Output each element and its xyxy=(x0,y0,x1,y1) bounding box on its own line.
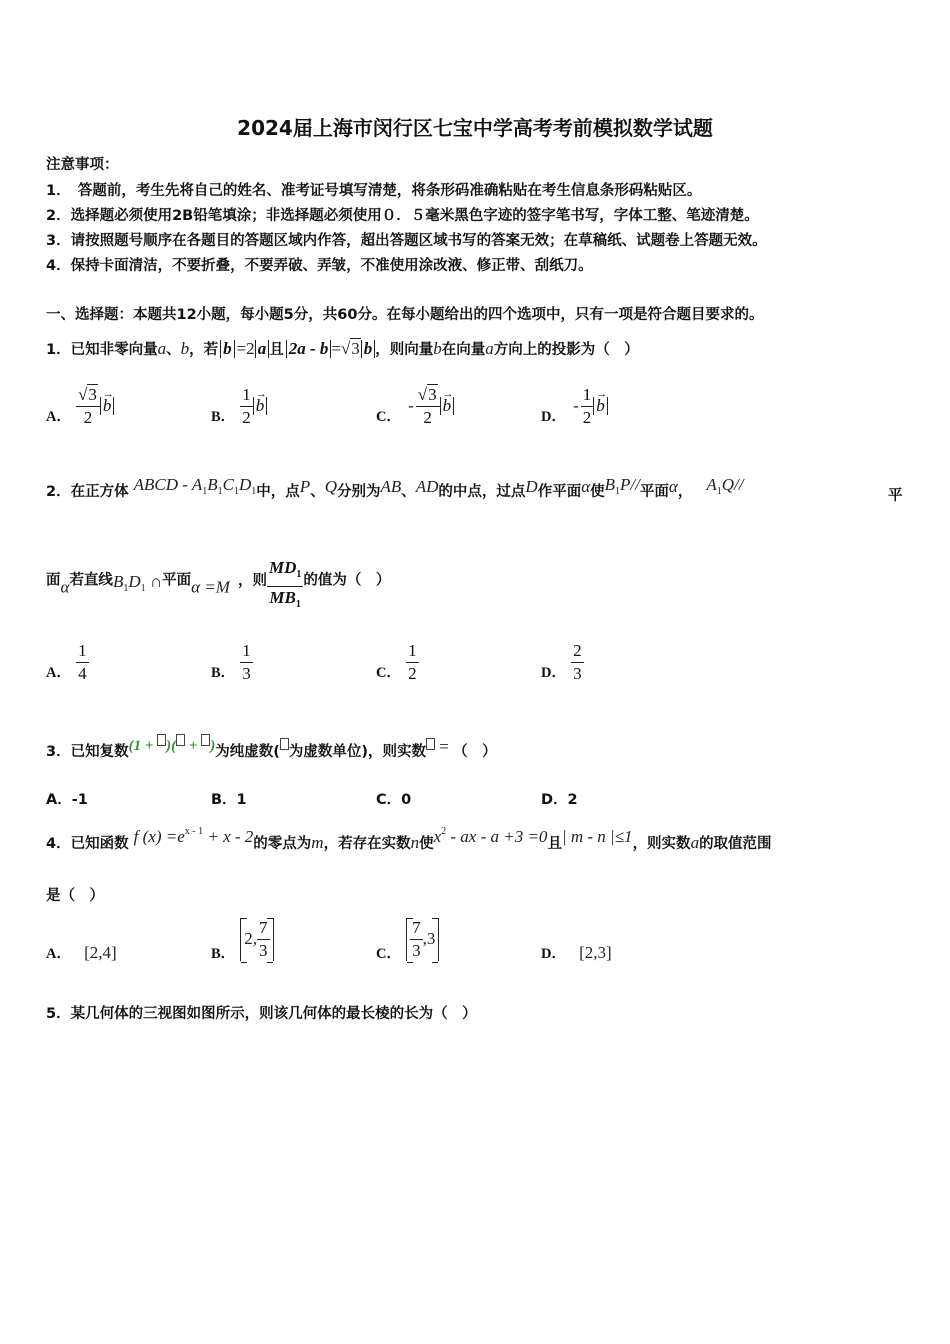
question-1-stem: 1．已知非零向量a、b，若 b =2 a 且 2a - b =√3 b ，则向量b在向量a方向上的投影为（ ） xyxy=(46,339,639,358)
notice-item-1: 1． 答题前，考生先将自己的姓名、准考证号填写清楚，将条形码准确粘贴在考生信息条形码粘贴区。 xyxy=(46,183,702,199)
question-4-option-a[interactable]: A． [2,4] xyxy=(46,943,117,962)
question-2-option-c[interactable]: C． $\frac{1}{2}$ xyxy=(376,641,417,683)
question-4-stem-line-1: 4．已知函数 f $(x) =e^{x - 1} + x - 2$的零点为m，若存在实数n使$x^2$ - ax - a +3 =0且| m - n |≤1，则实数a的取值范围 xyxy=(46,826,772,852)
question-3-option-b[interactable]: B．1 xyxy=(211,792,247,808)
question-3-option-c[interactable]: C．0 xyxy=(376,792,412,808)
question-5-stem: 5．某几何体的三视图如图所示，则该几何体的最长棱的长为（ ） xyxy=(46,1006,477,1022)
question-4-option-b[interactable]: B． 2, $\frac{7}{3}$ xyxy=(211,918,274,963)
question-3-option-d[interactable]: D．2 xyxy=(541,792,578,808)
question-1-option-d[interactable]: D． - $\frac{1}{2}$ → b xyxy=(541,385,608,428)
question-2-option-a[interactable]: A． $\frac{1}{4}$ xyxy=(46,641,87,683)
question-2-stem-line-2: 面α若直线$B_1D_1$ ∩平面α =M ，则 $\frac{MD_1}{MB_1}$ 的值为（ ） xyxy=(46,558,391,610)
notice-item-2: 2．选择题必须使用2B铅笔填涂；非选择题必须使用０．５毫米黑色字迹的签字笔书写，字体工整、笔迹清楚。 xyxy=(46,208,759,224)
complex-expression: (1 + )( + ) xyxy=(129,738,216,754)
question-1-option-c[interactable]: C． - $\frac{√3}{2}$ → b xyxy=(376,385,454,428)
question-3-option-a[interactable]: A．-1 xyxy=(46,792,88,808)
question-4-option-d[interactable]: D． [2,3] xyxy=(541,943,612,962)
question-2-stem-line-1: 2．在正方体 ABCD - $A_1B_1C_1D_1$中，点P、Q分别为AB、AD的中点，过点D作平面α使$B_1P//$平面α， $A_1Q//$ xyxy=(46,475,744,500)
question-4-stem-line-2: 是（ ） xyxy=(46,888,104,904)
question-2-option-b[interactable]: B． $\frac{1}{3}$ xyxy=(211,641,251,683)
question-1-option-a[interactable]: A． $\frac{√3}{2}$ → b xyxy=(46,385,114,428)
question-2-wrap-char: 平 xyxy=(888,488,903,504)
question-4-option-c[interactable]: C． $\frac{7}{3}$ ,3 xyxy=(376,918,439,963)
notice-item-3: 3．请按照题号顺序在各题目的答题区域内作答，超出答题区域书写的答案无效；在草稿纸、试题卷上答题无效。 xyxy=(46,233,767,249)
question-3-stem: 3．已知复数(1 + )( + )为纯虚数( 为虚数单位)，则实数 = （ ） xyxy=(46,734,497,761)
question-2-option-d[interactable]: D． $\frac{2}{3}$ xyxy=(541,641,582,683)
section-heading: 一、选择题：本题共12小题，每小题5分，共60分。在每小题给出的四个选项中，只有一项是符合题目要求的。 xyxy=(46,307,764,323)
notice-item-4: 4．保持卡面清洁，不要折叠，不要弄破、弄皱，不准使用涂改液、修正带、刮纸刀。 xyxy=(46,258,593,274)
notice-heading: 注意事项： xyxy=(46,157,119,173)
question-1-option-b[interactable]: B． $\frac{1}{2}$ → b xyxy=(211,385,267,428)
page-title: 2024届上海市闵行区七宝中学高考考前模拟数学试题 xyxy=(237,116,713,140)
